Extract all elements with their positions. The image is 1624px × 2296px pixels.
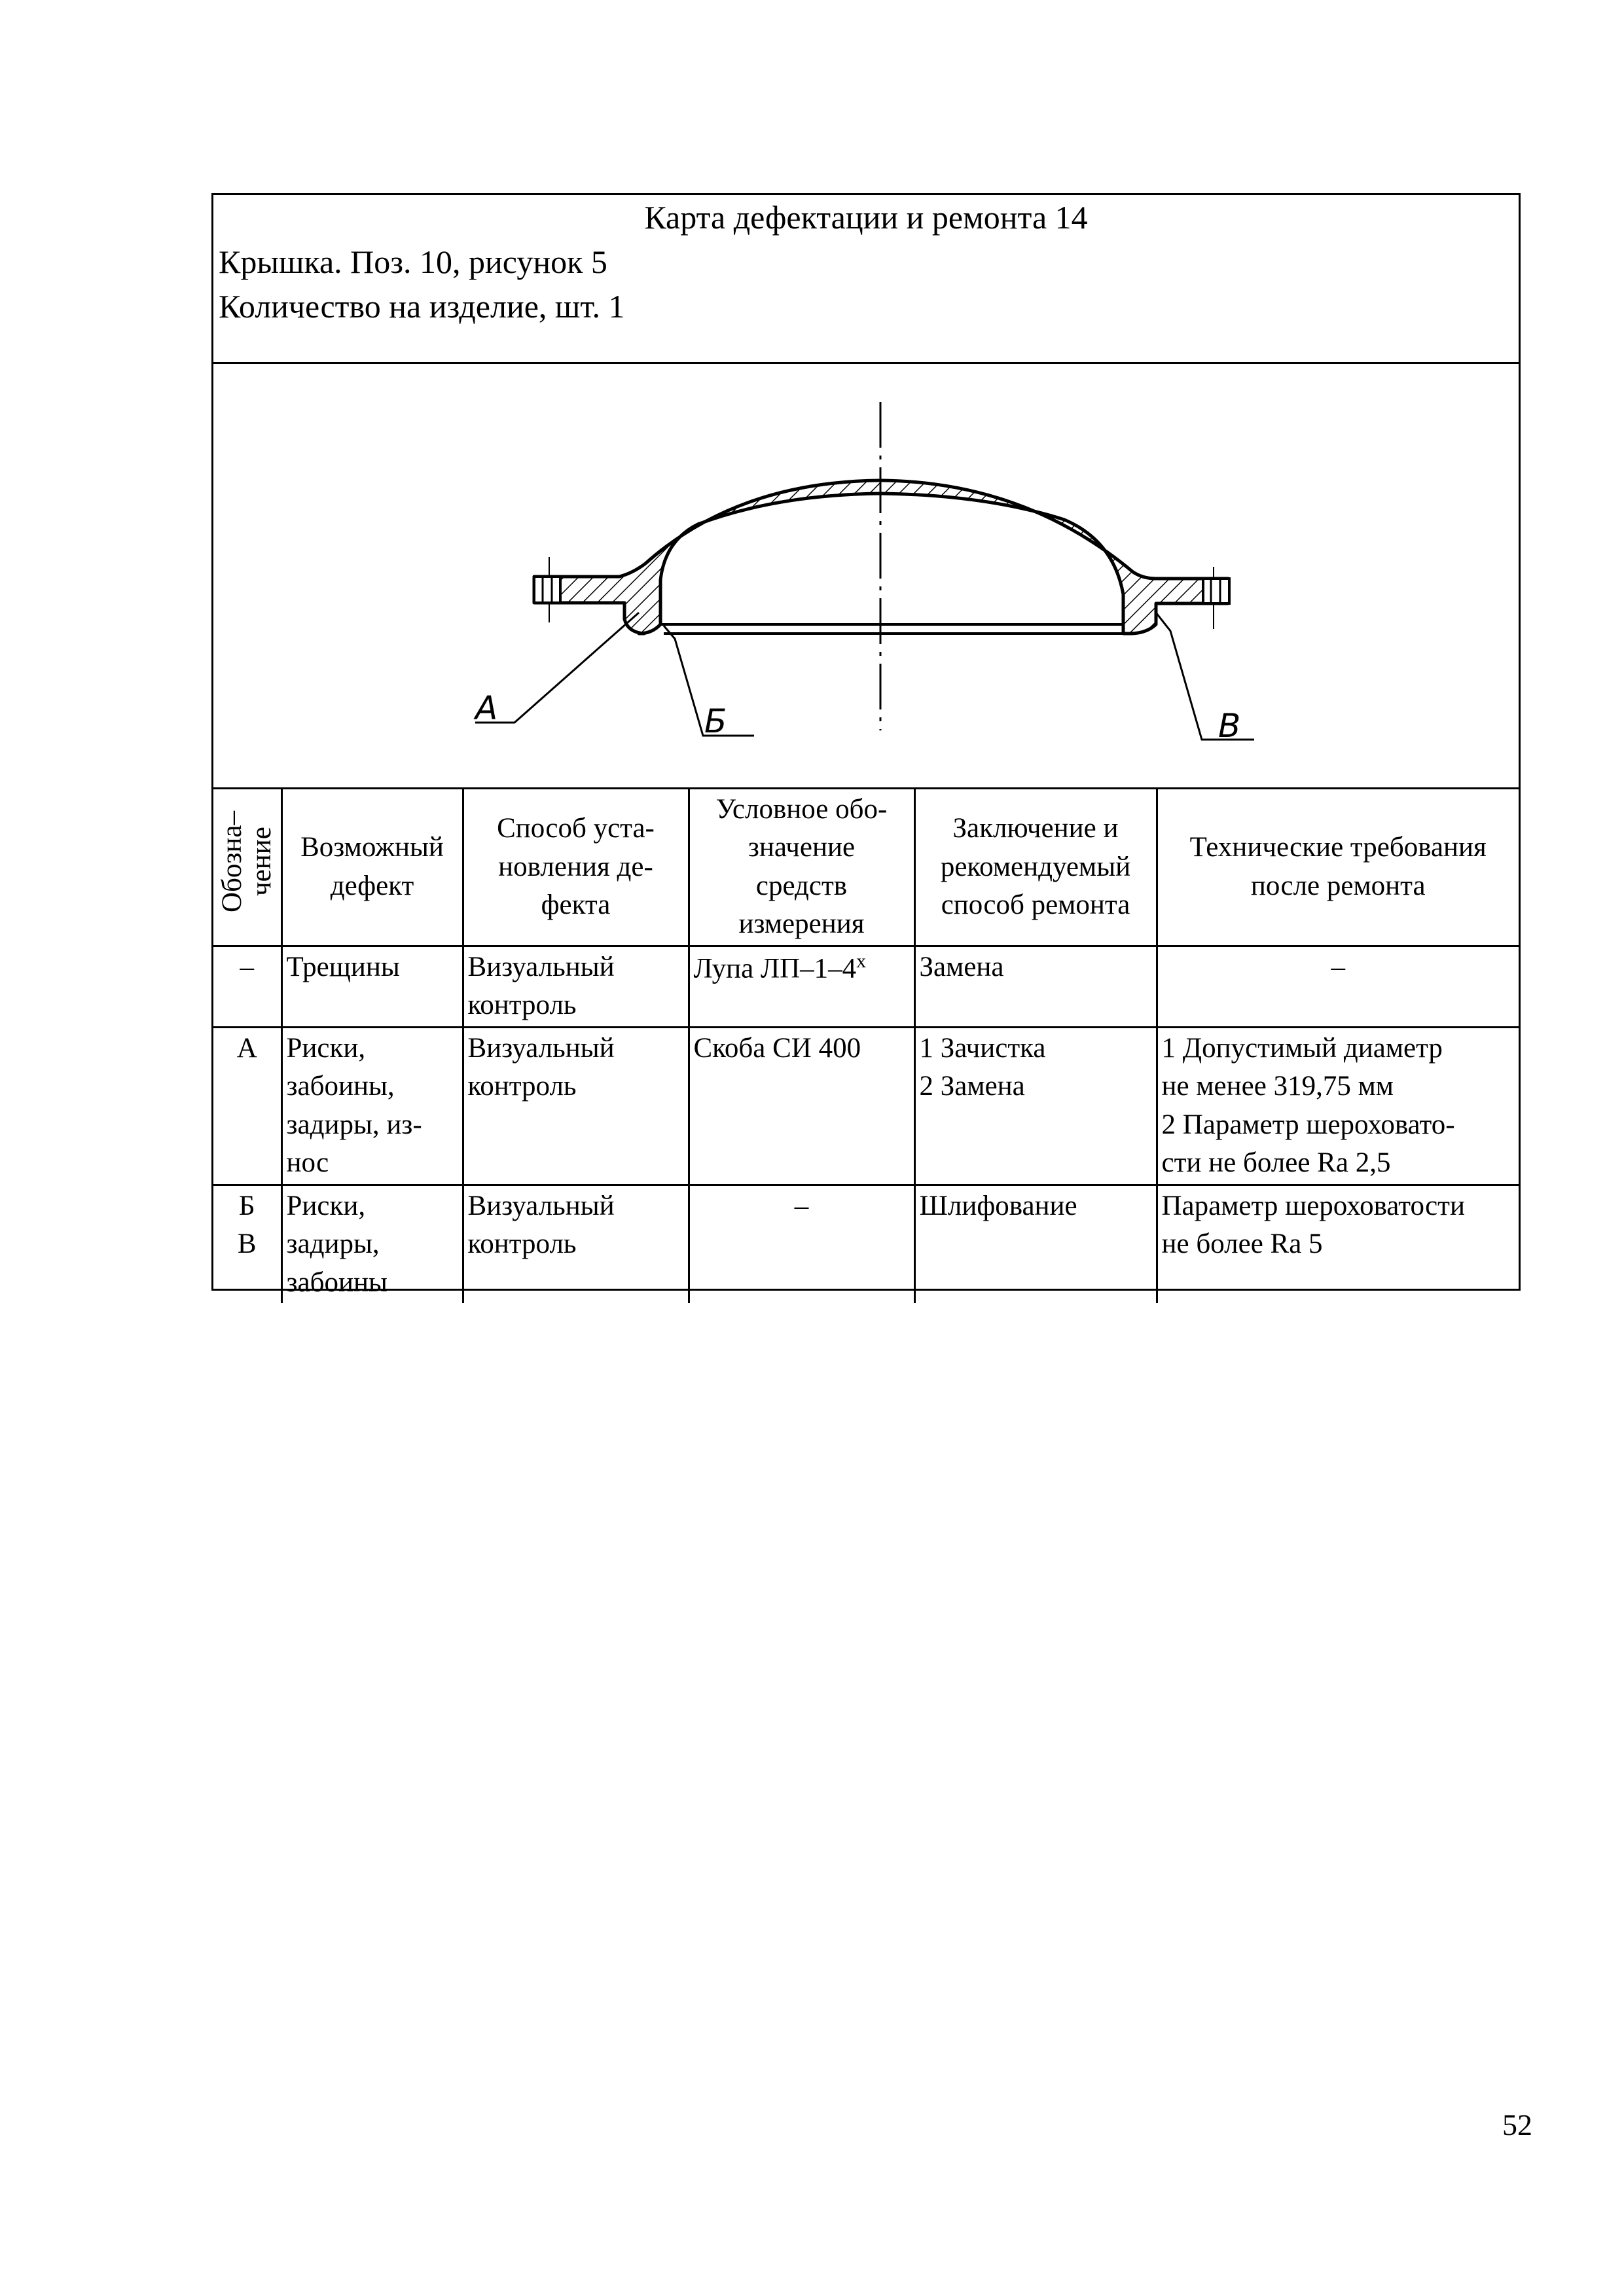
header-designation: Обозна– чение	[213, 789, 281, 946]
left-bolt-hole	[534, 577, 560, 603]
quantity-line: Количество на изделие, шт. 1	[219, 288, 625, 325]
part-line: Крышка. Поз. 10, рисунок 5	[219, 243, 607, 280]
header-defect: Возможный дефект	[281, 789, 463, 946]
table-header-row	[213, 789, 1519, 946]
cell-designation: –	[213, 946, 281, 1027]
cover-cross-section-drawing	[213, 364, 1519, 789]
page-number: 52	[1502, 2108, 1532, 2142]
header-tools: Условное обо- значение средств измерения	[689, 789, 914, 946]
cell-designation: Б В	[213, 1185, 281, 1303]
part-drawing	[213, 364, 1519, 789]
tools-superscript: х	[856, 950, 867, 972]
cell-method: Визуальный контроль	[463, 1027, 689, 1185]
cell-tools: Лупа $ЛП-1-4^х$	[689, 946, 914, 1027]
cell-tools: Скоба СИ 400	[689, 1027, 914, 1185]
cell-conclusion: Шлифование	[914, 1185, 1157, 1303]
defect-repair-card	[211, 193, 1521, 1298]
table-row	[213, 1027, 1519, 1185]
table-row	[213, 946, 1519, 1027]
leader-a	[475, 613, 639, 723]
table-row	[213, 1185, 1519, 1303]
cell-defect: Риски, задиры, забоины	[281, 1185, 463, 1303]
cell-conclusion: 1 Зачистка 2 Замена	[914, 1027, 1157, 1185]
cell-tools: –	[689, 1185, 914, 1303]
cell-method: Визуальный контроль	[463, 1185, 689, 1303]
header-requirements: Технические требования после ремонта	[1157, 789, 1519, 946]
defect-table	[213, 789, 1519, 1303]
right-bolt-hole	[1203, 579, 1229, 603]
label-b: Б	[704, 702, 727, 740]
card-header	[213, 195, 1519, 364]
header-conclusion: Заключение и рекомендуемый способ ремонта	[914, 789, 1157, 946]
label-v: В	[1218, 707, 1241, 745]
cell-requirements: 1 Допустимый диаметр не менее 319,75 мм 2 Параметр шероховато- сти не более Ra 2,5	[1157, 1027, 1519, 1185]
card-title: Карта дефектации и ремонта 14	[644, 199, 1088, 236]
label-a: А	[475, 689, 498, 727]
cell-requirements: –	[1157, 946, 1519, 1027]
cell-defect: Трещины	[281, 946, 463, 1027]
cell-designation: А	[213, 1027, 281, 1185]
cell-requirements: Параметр шероховатости не более Ra 5	[1157, 1185, 1519, 1303]
cell-conclusion: Замена	[914, 946, 1157, 1027]
cell-defect: Риски, забоины, задиры, из- нос	[281, 1027, 463, 1185]
header-method: Способ уста- новления де- фекта	[463, 789, 689, 946]
cell-method: Визуальный контроль	[463, 946, 689, 1027]
